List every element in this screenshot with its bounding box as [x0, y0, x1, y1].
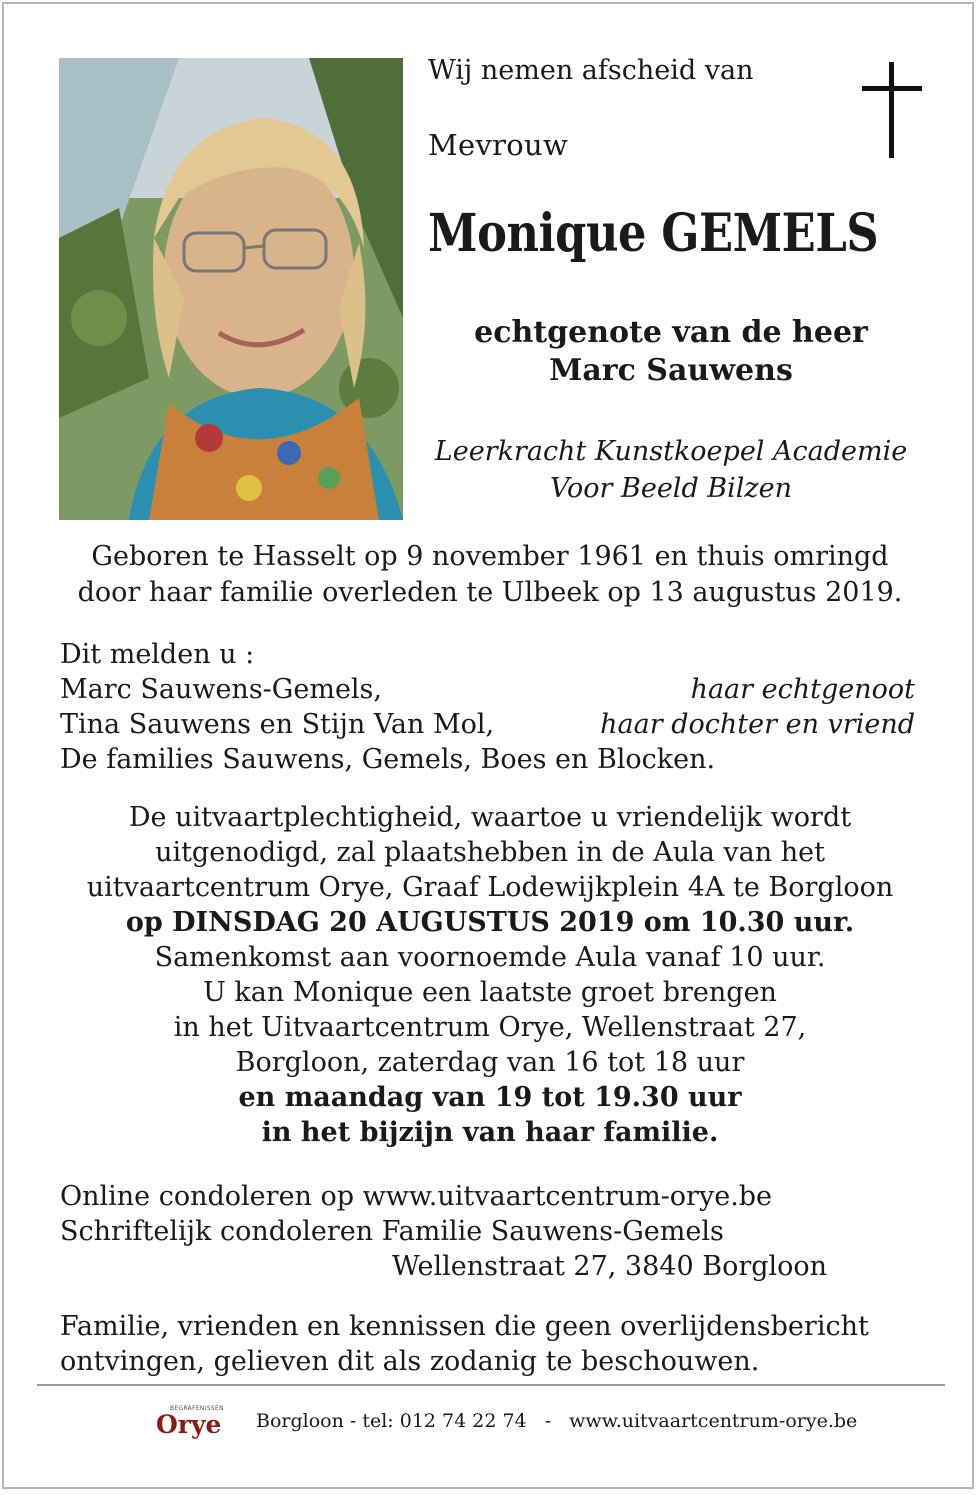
spouse-info — [428, 314, 914, 390]
announcers-heading: Dit melden u : — [60, 639, 255, 670]
funeral-line: Samenkomst aan voornoemde Aula vanaf 10 uur. — [154, 942, 826, 973]
cross-icon — [862, 62, 922, 158]
funeral-date: op DINSDAG 20 AUGUSTUS 2019 om 10.30 uur. — [125, 907, 855, 938]
condolence-address: Wellenstraat 27, 3840 Borgloon — [392, 1251, 828, 1282]
intro-text: Wij nemen afscheid van — [428, 55, 754, 86]
occupation-line-2: Voor Beeld Bilzen — [549, 473, 793, 504]
closing-note — [60, 1309, 920, 1379]
funeral-line: U kan Monique een laatste groet brengen — [203, 977, 777, 1008]
footer-separator: - — [544, 1410, 552, 1432]
birth-death-info — [40, 539, 940, 611]
families-line: De families Sauwens, Gemels, Boes en Blocken. — [60, 744, 716, 775]
funeral-line: in het Uitvaartcentrum Orye, Wellenstraat 27, — [173, 1012, 807, 1043]
announcer-row — [60, 707, 915, 742]
announcer-name: Tina Sauwens en Stijn Van Mol, — [60, 709, 495, 740]
funeral-line: Borgloon, zaterdag van 16 tot 18 uur — [235, 1047, 745, 1078]
deceased-name: Monique GEMELS — [428, 203, 879, 264]
funeral-line: uitgenodigd, zal plaatshebben in de Aula van het — [155, 837, 825, 868]
portrait-photo — [59, 58, 403, 520]
birth-line-2: door haar familie overleden te Ulbeek op 13 augustus 2019. — [77, 577, 903, 608]
orye-logo — [156, 1405, 230, 1441]
announcer-relation: haar echtgenoot — [690, 674, 915, 705]
footer-website[interactable]: www.uitvaartcentrum-orye.be — [569, 1410, 858, 1432]
logo-tagline: BEGRAFENISSEN — [170, 1405, 224, 1412]
honorific-title: Mevrouw — [428, 128, 569, 162]
funeral-bold-line: in het bijzijn van haar familie. — [261, 1117, 719, 1148]
occupation — [428, 433, 914, 507]
occupation-line-1: Leerkracht Kunstkoepel Academie — [434, 436, 908, 467]
funeral-line: De uitvaartplechtigheid, waartoe u vriendelijk wordt — [128, 802, 852, 833]
footer-divider — [37, 1384, 945, 1386]
spouse-line-1: echtgenote van de heer — [474, 315, 868, 350]
funeral-details — [40, 800, 940, 1150]
spouse-line-2: Marc Sauwens — [549, 353, 793, 388]
footer-location-phone: Borgloon - tel: 012 74 22 74 — [256, 1410, 527, 1432]
online-condolence: Online condoleren op www.uitvaartcentrum-orye.be — [60, 1181, 773, 1212]
announcer-relation: haar dochter en vriend — [600, 709, 915, 740]
announcer-name: Marc Sauwens-Gemels, — [60, 674, 382, 705]
closing-line-2: ontvingen, gelieven dit als zodanig te beschouwen. — [60, 1346, 760, 1377]
birth-line-1: Geboren te Hasselt op 9 november 1961 en thuis omringd — [91, 541, 889, 572]
funeral-bold-line: en maandag van 19 tot 19.30 uur — [238, 1082, 742, 1113]
announcer-row — [60, 672, 915, 707]
written-condolence: Schriftelijk condoleren Familie Sauwens-Gemels — [60, 1216, 724, 1247]
announcers — [60, 637, 915, 777]
footer-contact — [256, 1410, 869, 1432]
logo-brand: Orye — [156, 1410, 222, 1439]
condolence-info — [60, 1179, 860, 1284]
closing-line-1: Familie, vrienden en kennissen die geen overlijdensbericht — [60, 1311, 869, 1342]
funeral-line: uitvaartcentrum Orye, Graaf Lodewijkplein 4A te Borgloon — [86, 872, 894, 903]
